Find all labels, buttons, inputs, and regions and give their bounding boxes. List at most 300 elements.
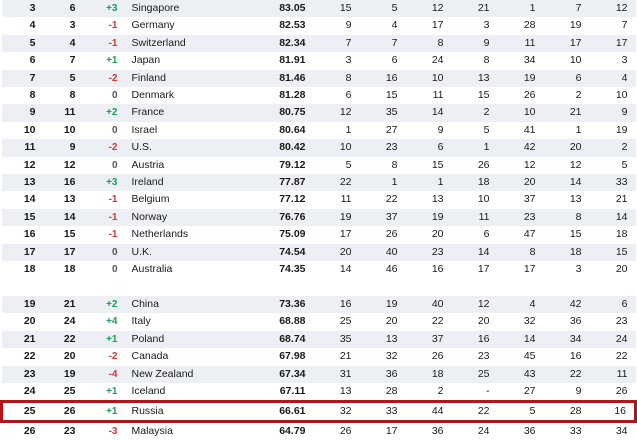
cell-metric-2: 19 [360, 296, 406, 313]
cell-country: Finland [128, 70, 250, 87]
cell-metric-6: 20 [544, 139, 590, 156]
cell-rank: 16 [2, 226, 42, 243]
cell-rank-change: +2 [82, 296, 128, 313]
cell-metric-4: 10 [452, 191, 498, 208]
cell-metric-3: 10 [406, 70, 452, 87]
cell-score: 79.12 [250, 157, 314, 174]
cell-metric-6: 2 [544, 87, 590, 104]
cell-metric-7: 15 [590, 244, 636, 261]
cell-metric-7: 9 [590, 104, 636, 121]
cell-metric-4: 5 [452, 122, 498, 139]
cell-rank-change: 0 [82, 122, 128, 139]
cell-metric-4: 18 [452, 174, 498, 191]
cell-rank: 4 [2, 17, 42, 34]
cell-metric-2: 4 [360, 17, 406, 34]
cell-rank: 26 [2, 422, 42, 441]
cell-rank: 11 [2, 139, 42, 156]
cell-metric-6: 19 [544, 17, 590, 34]
cell-rank: 12 [2, 157, 42, 174]
cell-country: China [128, 296, 250, 313]
cell-score: 77.87 [250, 174, 314, 191]
cell-metric-5: 34 [498, 52, 544, 69]
cell-score: 66.61 [250, 402, 314, 422]
cell-metric-6: 6 [544, 70, 590, 87]
cell-rank: 15 [2, 209, 42, 226]
cell-metric-1: 22 [314, 174, 360, 191]
cell-previous-rank: 4 [42, 35, 82, 52]
cell-previous-rank: 7 [42, 52, 82, 69]
cell-previous-rank: 6 [42, 0, 82, 17]
cell-score: 74.35 [250, 261, 314, 278]
cell-previous-rank: 12 [42, 157, 82, 174]
cell-rank: 25 [2, 402, 42, 422]
cell-previous-rank: 5 [42, 70, 82, 87]
cell-country: Germany [128, 17, 250, 34]
table-row [2, 313, 636, 330]
cell-metric-7: 18 [590, 226, 636, 243]
table-row-highlighted [2, 402, 636, 422]
cell-metric-6: 28 [544, 402, 590, 422]
cell-metric-3: 44 [406, 402, 452, 422]
cell-metric-4: 21 [452, 0, 498, 17]
cell-metric-2: 15 [360, 87, 406, 104]
cell-rank: 14 [2, 191, 42, 208]
cell-metric-1: 8 [314, 70, 360, 87]
cell-rank: 18 [2, 261, 42, 278]
table-row [2, 422, 636, 441]
cell-rank-change: 0 [82, 157, 128, 174]
cell-metric-3: 1 [406, 174, 452, 191]
cell-metric-6: 21 [544, 104, 590, 121]
cell-metric-7: 11 [590, 366, 636, 383]
cell-rank-change: -1 [82, 35, 128, 52]
cell-metric-5: 11 [498, 35, 544, 52]
cell-metric-5: 36 [498, 422, 544, 441]
cell-previous-rank: 8 [42, 87, 82, 104]
cell-metric-4: 24 [452, 422, 498, 441]
cell-rank: 20 [2, 313, 42, 330]
cell-score: 82.34 [250, 35, 314, 52]
cell-score: 67.34 [250, 366, 314, 383]
cell-metric-3: 18 [406, 366, 452, 383]
cell-rank-change: 0 [82, 244, 128, 261]
table-row [2, 122, 636, 139]
cell-metric-1: 5 [314, 157, 360, 174]
cell-rank-change: -3 [82, 422, 128, 441]
cell-rank-change: +1 [82, 402, 128, 422]
cell-metric-6: 10 [544, 52, 590, 69]
cell-metric-5: 37 [498, 191, 544, 208]
cell-rank: 5 [2, 35, 42, 52]
cell-score: 83.05 [250, 0, 314, 17]
cell-metric-5: 26 [498, 87, 544, 104]
cell-metric-4: 20 [452, 313, 498, 330]
cell-metric-5: 1 [498, 0, 544, 17]
cell-metric-1: 1 [314, 122, 360, 139]
cell-metric-1: 20 [314, 244, 360, 261]
cell-score: 81.91 [250, 52, 314, 69]
cell-metric-6: 9 [544, 383, 590, 402]
cell-metric-2: 27 [360, 122, 406, 139]
cell-previous-rank: 15 [42, 226, 82, 243]
cell-country: Netherlands [128, 226, 250, 243]
cell-metric-3: 22 [406, 313, 452, 330]
cell-metric-1: 19 [314, 209, 360, 226]
cell-country: Japan [128, 52, 250, 69]
table-row [2, 139, 636, 156]
cell-metric-5: 43 [498, 366, 544, 383]
cell-rank-change: +1 [82, 52, 128, 69]
table-row [2, 191, 636, 208]
cell-metric-4: 6 [452, 226, 498, 243]
cell-metric-3: 24 [406, 52, 452, 69]
cell-metric-7: 34 [590, 422, 636, 441]
table-row [2, 209, 636, 226]
table-row [2, 366, 636, 383]
cell-metric-2: 1 [360, 174, 406, 191]
cell-previous-rank: 21 [42, 296, 82, 313]
cell-rank-change: -2 [82, 348, 128, 365]
cell-metric-1: 10 [314, 139, 360, 156]
cell-metric-5: 41 [498, 122, 544, 139]
cell-metric-3: 23 [406, 244, 452, 261]
cell-metric-3: 17 [406, 17, 452, 34]
cell-rank-change: -2 [82, 70, 128, 87]
cell-rank: 10 [2, 122, 42, 139]
cell-metric-7: 7 [590, 17, 636, 34]
cell-metric-4: 11 [452, 209, 498, 226]
cell-country: Poland [128, 331, 250, 348]
cell-rank: 21 [2, 331, 42, 348]
cell-metric-5: 27 [498, 383, 544, 402]
cell-metric-3: 9 [406, 122, 452, 139]
cell-metric-7: 10 [590, 87, 636, 104]
cell-country: Malaysia [128, 422, 250, 441]
cell-country: Australia [128, 261, 250, 278]
cell-metric-5: 32 [498, 313, 544, 330]
cell-metric-2: 22 [360, 191, 406, 208]
cell-rank: 9 [2, 104, 42, 121]
cell-score: 75.09 [250, 226, 314, 243]
cell-rank-change: -2 [82, 139, 128, 156]
cell-metric-3: 6 [406, 139, 452, 156]
cell-previous-rank: 20 [42, 348, 82, 365]
cell-rank-change: +4 [82, 313, 128, 330]
cell-metric-1: 13 [314, 383, 360, 402]
cell-score: 80.42 [250, 139, 314, 156]
cell-metric-7: 6 [590, 296, 636, 313]
cell-metric-1: 25 [314, 313, 360, 330]
cell-metric-6: 33 [544, 422, 590, 441]
cell-previous-rank: 18 [42, 261, 82, 278]
cell-metric-7: 19 [590, 122, 636, 139]
cell-rank: 13 [2, 174, 42, 191]
cell-metric-6: 36 [544, 313, 590, 330]
cell-metric-2: 40 [360, 244, 406, 261]
cell-metric-7: 24 [590, 331, 636, 348]
cell-country: Austria [128, 157, 250, 174]
cell-metric-1: 35 [314, 331, 360, 348]
cell-metric-7: 17 [590, 35, 636, 52]
cell-metric-1: 3 [314, 52, 360, 69]
cell-metric-6: 8 [544, 209, 590, 226]
cell-metric-2: 33 [360, 402, 406, 422]
cell-metric-4: 2 [452, 104, 498, 121]
cell-score: 81.46 [250, 70, 314, 87]
cell-metric-2: 20 [360, 313, 406, 330]
cell-rank-change: -1 [82, 191, 128, 208]
cell-country: U.K. [128, 244, 250, 261]
cell-metric-4: 13 [452, 70, 498, 87]
cell-metric-3: 37 [406, 331, 452, 348]
cell-metric-6: 17 [544, 35, 590, 52]
cell-metric-7: 33 [590, 174, 636, 191]
table-section-spacer [2, 279, 636, 296]
cell-score: 67.11 [250, 383, 314, 402]
cell-previous-rank: 22 [42, 331, 82, 348]
cell-metric-5: 5 [498, 402, 544, 422]
cell-rank: 22 [2, 348, 42, 365]
cell-metric-5: 12 [498, 157, 544, 174]
cell-country: Ireland [128, 174, 250, 191]
cell-metric-7: 22 [590, 348, 636, 365]
cell-metric-7: 26 [590, 383, 636, 402]
cell-previous-rank: 24 [42, 313, 82, 330]
cell-metric-6: 15 [544, 226, 590, 243]
cell-metric-7: 3 [590, 52, 636, 69]
cell-country: Singapore [128, 0, 250, 17]
table-row [2, 174, 636, 191]
cell-previous-rank: 25 [42, 383, 82, 402]
cell-metric-2: 26 [360, 226, 406, 243]
cell-metric-5: 14 [498, 331, 544, 348]
cell-metric-3: 11 [406, 87, 452, 104]
table-row [2, 261, 636, 278]
cell-metric-5: 8 [498, 244, 544, 261]
cell-rank-change: 0 [82, 87, 128, 104]
cell-metric-2: 16 [360, 70, 406, 87]
table-row [2, 383, 636, 402]
table-row [2, 157, 636, 174]
cell-metric-2: 6 [360, 52, 406, 69]
cell-metric-6: 1 [544, 122, 590, 139]
cell-metric-6: 14 [544, 174, 590, 191]
cell-country: Russia [128, 402, 250, 422]
cell-metric-3: 40 [406, 296, 452, 313]
cell-previous-rank: 16 [42, 174, 82, 191]
cell-metric-5: 4 [498, 296, 544, 313]
cell-previous-rank: 13 [42, 191, 82, 208]
cell-metric-7: 23 [590, 313, 636, 330]
table-row [2, 70, 636, 87]
cell-metric-3: 12 [406, 0, 452, 17]
cell-metric-6: 18 [544, 244, 590, 261]
cell-metric-6: 42 [544, 296, 590, 313]
cell-previous-rank: 9 [42, 139, 82, 156]
table-row [2, 226, 636, 243]
cell-metric-6: 12 [544, 157, 590, 174]
cell-country: Switzerland [128, 35, 250, 52]
cell-metric-1: 14 [314, 261, 360, 278]
cell-metric-4: 1 [452, 139, 498, 156]
cell-metric-2: 23 [360, 139, 406, 156]
cell-score: 82.53 [250, 17, 314, 34]
cell-metric-7: 16 [590, 402, 636, 422]
cell-metric-3: 14 [406, 104, 452, 121]
cell-rank-change: +1 [82, 383, 128, 402]
cell-metric-1: 11 [314, 191, 360, 208]
cell-metric-2: 35 [360, 104, 406, 121]
table-body [2, 0, 636, 441]
cell-country: Italy [128, 313, 250, 330]
table-row [2, 0, 636, 17]
cell-metric-4: 3 [452, 17, 498, 34]
cell-metric-4: 12 [452, 296, 498, 313]
cell-metric-2: 36 [360, 366, 406, 383]
cell-metric-7: 5 [590, 157, 636, 174]
cell-country: Belgium [128, 191, 250, 208]
table-row [2, 52, 636, 69]
cell-metric-3: 26 [406, 348, 452, 365]
cell-metric-5: 17 [498, 261, 544, 278]
cell-metric-1: 31 [314, 366, 360, 383]
cell-rank: 19 [2, 296, 42, 313]
cell-metric-3: 15 [406, 157, 452, 174]
cell-rank: 3 [2, 0, 42, 17]
cell-metric-1: 6 [314, 87, 360, 104]
cell-metric-4: 8 [452, 52, 498, 69]
cell-previous-rank: 10 [42, 122, 82, 139]
cell-metric-6: 3 [544, 261, 590, 278]
cell-metric-2: 5 [360, 0, 406, 17]
cell-metric-2: 17 [360, 422, 406, 441]
table-row [2, 35, 636, 52]
cell-metric-4: 22 [452, 402, 498, 422]
cell-rank-change: -1 [82, 17, 128, 34]
cell-score: 74.54 [250, 244, 314, 261]
cell-rank-change: +3 [82, 0, 128, 17]
cell-rank: 23 [2, 366, 42, 383]
cell-previous-rank: 26 [42, 402, 82, 422]
cell-metric-2: 46 [360, 261, 406, 278]
cell-metric-5: 45 [498, 348, 544, 365]
cell-metric-5: 47 [498, 226, 544, 243]
cell-previous-rank: 17 [42, 244, 82, 261]
cell-metric-1: 26 [314, 422, 360, 441]
cell-metric-3: 20 [406, 226, 452, 243]
cell-rank-change: -4 [82, 366, 128, 383]
cell-metric-1: 9 [314, 17, 360, 34]
cell-metric-6: 16 [544, 348, 590, 365]
cell-score: 80.75 [250, 104, 314, 121]
cell-metric-1: 16 [314, 296, 360, 313]
cell-metric-6: 34 [544, 331, 590, 348]
cell-metric-2: 7 [360, 35, 406, 52]
cell-metric-7: 20 [590, 261, 636, 278]
cell-metric-4: 14 [452, 244, 498, 261]
cell-metric-3: 36 [406, 422, 452, 441]
cell-metric-4: 15 [452, 87, 498, 104]
cell-metric-2: 28 [360, 383, 406, 402]
cell-rank-change: +2 [82, 104, 128, 121]
cell-rank: 8 [2, 87, 42, 104]
cell-score: 67.98 [250, 348, 314, 365]
cell-previous-rank: 11 [42, 104, 82, 121]
cell-metric-2: 37 [360, 209, 406, 226]
cell-metric-7: 21 [590, 191, 636, 208]
cell-rank: 7 [2, 70, 42, 87]
cell-score: 68.74 [250, 331, 314, 348]
cell-metric-5: 19 [498, 70, 544, 87]
table-row [2, 17, 636, 34]
cell-score: 77.12 [250, 191, 314, 208]
cell-metric-1: 32 [314, 402, 360, 422]
cell-score: 76.76 [250, 209, 314, 226]
cell-rank: 24 [2, 383, 42, 402]
cell-score: 73.36 [250, 296, 314, 313]
cell-metric-2: 32 [360, 348, 406, 365]
cell-score: 64.79 [250, 422, 314, 441]
cell-rank-change: -1 [82, 209, 128, 226]
cell-metric-4: 25 [452, 366, 498, 383]
cell-previous-rank: 23 [42, 422, 82, 441]
cell-metric-4: 16 [452, 331, 498, 348]
cell-metric-4: 9 [452, 35, 498, 52]
cell-rank: 6 [2, 52, 42, 69]
cell-metric-1: 12 [314, 104, 360, 121]
cell-metric-7: 4 [590, 70, 636, 87]
cell-score: 80.64 [250, 122, 314, 139]
cell-metric-3: 16 [406, 261, 452, 278]
cell-metric-3: 8 [406, 35, 452, 52]
cell-previous-rank: 14 [42, 209, 82, 226]
table-row [2, 331, 636, 348]
cell-rank-change: +3 [82, 174, 128, 191]
table-row [2, 296, 636, 313]
table-row [2, 244, 636, 261]
table-row [2, 87, 636, 104]
cell-metric-6: 22 [544, 366, 590, 383]
cell-metric-5: 28 [498, 17, 544, 34]
cell-metric-7: 12 [590, 0, 636, 17]
cell-country: U.S. [128, 139, 250, 156]
cell-metric-4: 26 [452, 157, 498, 174]
cell-country: Israel [128, 122, 250, 139]
cell-country: Iceland [128, 383, 250, 402]
cell-metric-3: 13 [406, 191, 452, 208]
cell-rank: 17 [2, 244, 42, 261]
cell-metric-4: 23 [452, 348, 498, 365]
cell-metric-3: 2 [406, 383, 452, 402]
cell-metric-1: 21 [314, 348, 360, 365]
cell-score: 81.28 [250, 87, 314, 104]
cell-metric-7: 2 [590, 139, 636, 156]
cell-rank-change: +1 [82, 331, 128, 348]
cell-previous-rank: 3 [42, 17, 82, 34]
cell-metric-1: 17 [314, 226, 360, 243]
cell-rank-change: 0 [82, 261, 128, 278]
cell-country: Norway [128, 209, 250, 226]
cell-metric-1: 7 [314, 35, 360, 52]
cell-rank-change: -1 [82, 226, 128, 243]
cell-metric-6: 13 [544, 191, 590, 208]
cell-country: New Zealand [128, 366, 250, 383]
cell-country: Denmark [128, 87, 250, 104]
cell-previous-rank: 19 [42, 366, 82, 383]
cell-country: France [128, 104, 250, 121]
cell-metric-2: 13 [360, 331, 406, 348]
cell-metric-2: 8 [360, 157, 406, 174]
